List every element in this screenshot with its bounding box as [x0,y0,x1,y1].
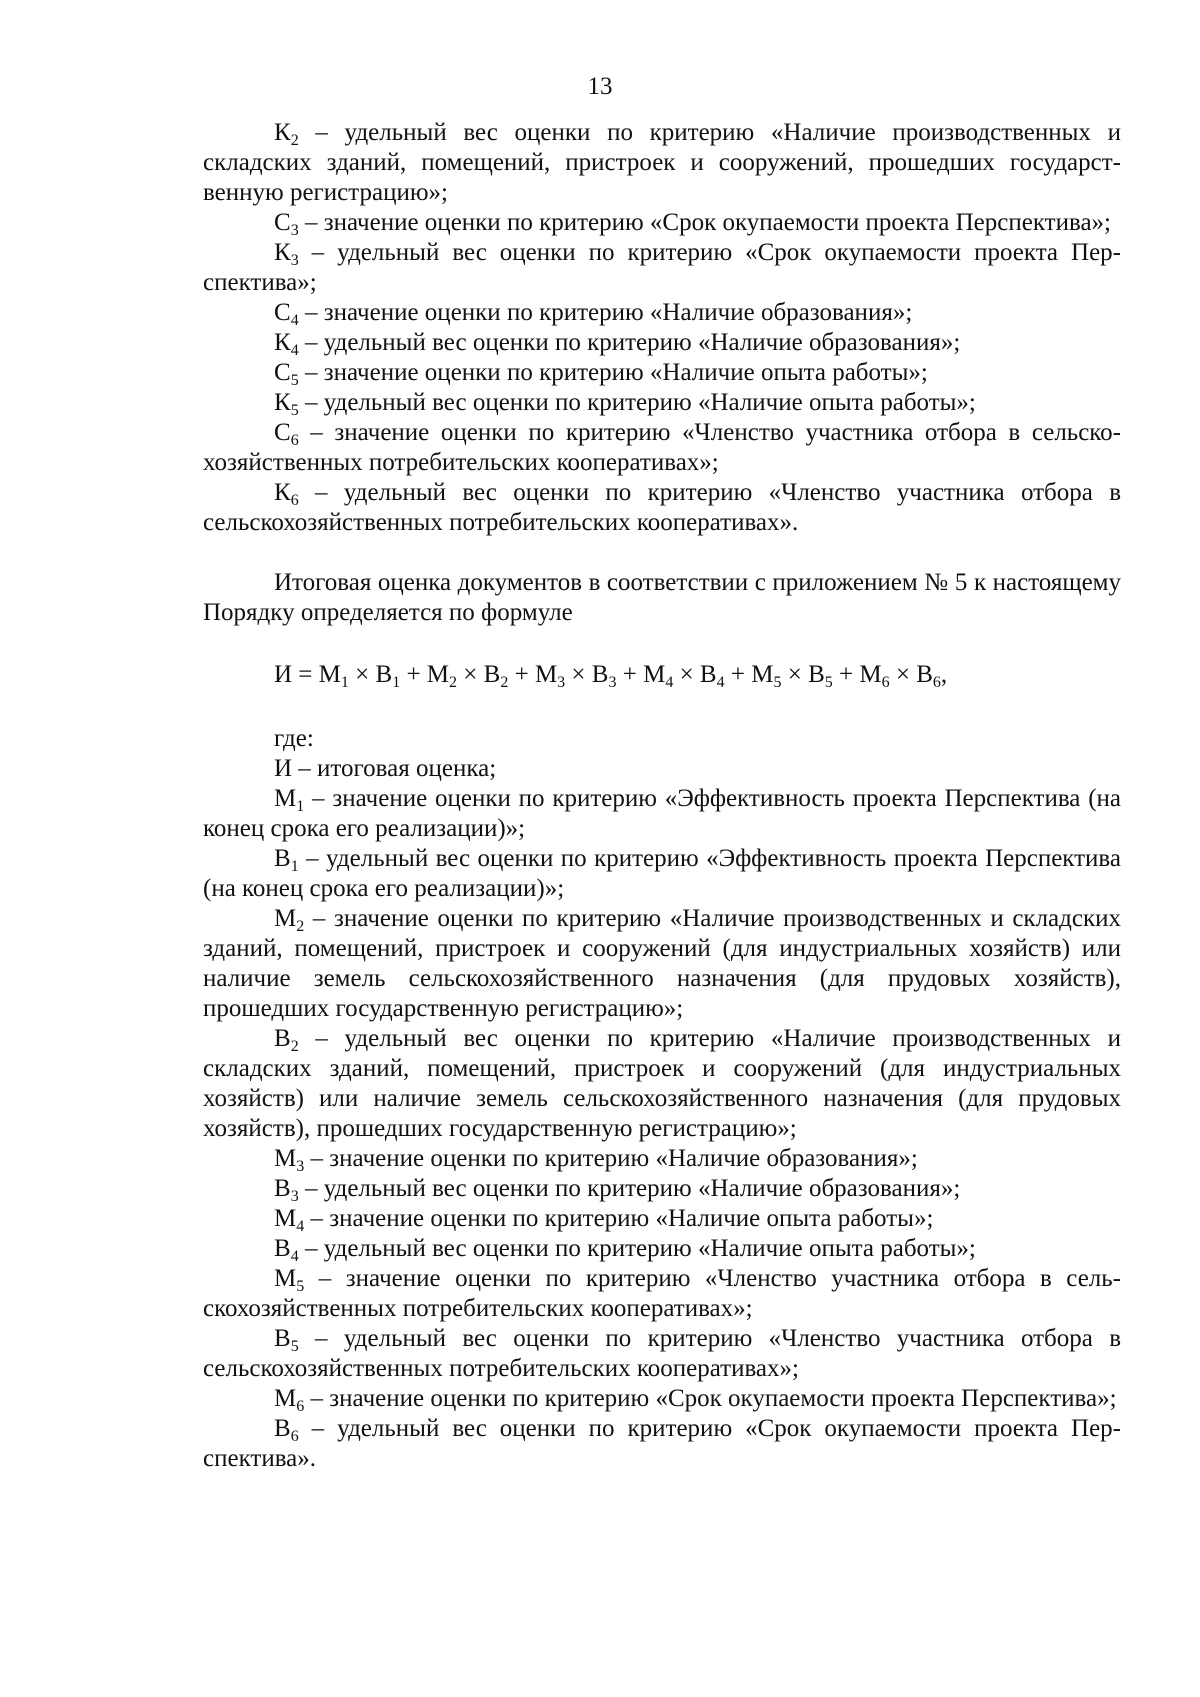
criterion-symbol: К [274,479,291,506]
criterion-text: – значение оценки по критерию «Членство участника отбора в сельскохозяйственных потребительских кооперативах»; [203,419,1121,476]
criterion-index: 5 [290,372,299,389]
formula-m-index: 1 [340,674,349,691]
criterion-text: – удельный вес оценки по критерию «Наличие опыта работы»; [298,1235,976,1262]
criterion-index: 3 [290,252,299,269]
formula-times: × [457,661,484,688]
formula-times: × [348,661,376,688]
formula-b-symbol: В [916,661,933,688]
criterion-index: 2 [296,918,305,935]
criterion-index: 5 [296,1278,305,1295]
criteria-list-top [203,118,1121,538]
criterion-text: – значение оценки по критерию «Членство участника отбора в сельскохозяйственных потребительских кооперативах»; [203,1265,1121,1322]
formula-plus: + [400,661,427,688]
criterion-index: 6 [290,432,299,449]
criterion-definition [203,1144,1121,1174]
criterion-text: – удельный вес оценки по критерию «Наличие производственных и складских зданий, помещений, пристроек и сооружений, прошедших государственную регистрацию»; [203,119,1121,206]
formula-plus: + [724,661,752,688]
criterion-index: 3 [290,1188,299,1205]
formula-b-symbol: В [375,661,393,688]
criterion-symbol: М [274,1145,297,1172]
criterion-definition [203,1414,1121,1474]
criterion-index: 6 [290,492,299,509]
criterion-symbol: М [274,785,297,812]
criterion-text: – удельный вес оценки по критерию «Наличие опыта работы»; [298,389,976,416]
criterion-symbol: К [274,239,291,266]
criterion-definition [203,118,1121,208]
criteria-list-bottom [203,784,1121,1474]
formula-m-index: 3 [557,674,566,691]
formula-times: × [565,661,592,688]
formula-m-symbol: М [643,661,666,688]
formula-times: × [781,661,809,688]
criterion-definition [203,478,1121,538]
final-score-definition: И – итоговая оценка; [274,755,497,782]
criterion-symbol: К [274,329,291,356]
criterion-definition [203,358,1121,388]
criterion-symbol: В [274,845,291,872]
criterion-definition [203,1174,1121,1204]
criterion-index: 6 [290,1428,299,1445]
criterion-index: 3 [296,1158,305,1175]
criterion-symbol: С [274,299,291,326]
formula-end: , [940,661,948,688]
criterion-definition [203,238,1121,298]
criterion-index: 4 [290,1248,299,1265]
formula-b-index: 1 [392,674,401,691]
formula-plus: + [508,661,535,688]
formula-m-symbol: М [318,661,341,688]
criterion-symbol: В [274,1175,291,1202]
criterion-text: – значение оценки по критерию «Наличие опыта работы»; [298,359,928,386]
criterion-text: – значение оценки по критерию «Наличие образования»; [298,299,913,326]
criterion-text: – удельный вес оценки по критерию «Членство участника отбора в сельскохозяйственных потребительских кооперативах». [203,479,1121,536]
criterion-definition [203,388,1121,418]
formula-b-symbol: В [808,661,825,688]
formula-b-index: 6 [932,674,941,691]
criterion-definition [203,1384,1121,1414]
criterion-index: 1 [290,858,299,875]
criterion-index: 5 [290,1338,299,1355]
criterion-text: – удельный вес оценки по критерию «Наличие образования»; [298,1175,961,1202]
criterion-symbol: К [274,389,291,416]
criterion-definition [203,784,1121,844]
criterion-index: 6 [296,1398,305,1415]
criterion-definition [203,904,1121,1024]
criterion-text: – значение оценки по критерию «Срок окупаемости проекта Перспектива»; [298,209,1111,236]
criterion-definition [203,1264,1121,1324]
criterion-index: 2 [290,1038,299,1055]
criterion-text: – значение оценки по критерию «Срок окупаемости проекта Перспектива»; [304,1385,1117,1412]
criterion-definition [203,1324,1121,1384]
page-number: 13 [587,73,613,100]
criterion-index: 4 [290,342,299,359]
criterion-symbol: М [274,1205,297,1232]
criterion-symbol: С [274,419,291,446]
criterion-text: – значение оценки по критерию «Наличие производственных и складских зданий, помещений, пристроек и сооружений (для индустриальных хозяйств) или наличие земель сельскохозяйственного назначения (для прудовых хозяйств), прошедших государственную регистрацию»; [203,905,1121,1022]
criterion-symbol: С [274,209,291,236]
formula-lhs: И = [274,661,319,688]
formula-m-symbol: М [751,661,774,688]
criterion-symbol: М [274,1385,297,1412]
formula-m-index: 5 [773,674,782,691]
criterion-text: – удельный вес оценки по критерию «Наличие образования»; [298,329,961,356]
formula-times: × [673,661,700,688]
final-score-intro: Итоговая оценка документов в соответствии с приложением № 5 к настоящему Порядку определяется по формуле [203,569,1121,626]
criterion-index: 4 [290,312,299,329]
criterion-text: – удельный вес оценки по критерию «Наличие производственных и складских зданий, помещений, пристроек и сооружений (для индустриальных хозяйств) или наличие земель сельскохозяйственного назначения (для прудовых хозяйств), прошедших государственную регистрацию»; [203,1025,1121,1142]
criterion-text: – удельный вес оценки по критерию «Срок окупаемости проекта Перспектива». [203,1415,1121,1472]
criterion-symbol: В [274,1025,291,1052]
criterion-index: 5 [290,402,299,419]
final-score-formula [203,660,1121,690]
criterion-definition [203,328,1121,358]
criterion-index: 2 [290,132,299,149]
criterion-symbol: В [274,1235,291,1262]
criterion-symbol: М [274,1265,297,1292]
formula-b-symbol: В [591,661,609,688]
criterion-definition [203,298,1121,328]
formula-b-symbol: В [483,661,501,688]
criterion-index: 3 [290,222,299,239]
formula-b-index: 3 [608,674,617,691]
criterion-symbol: К [274,119,291,146]
criterion-text: – значение оценки по критерию «Эффективность проекта Перспектива (на конец срока его реализации)»; [203,785,1121,842]
criterion-text: – значение оценки по критерию «Наличие образования»; [304,1145,918,1172]
criterion-index: 4 [296,1218,305,1235]
criterion-definition [203,1024,1121,1144]
criterion-definition [203,208,1121,238]
criterion-symbol: В [274,1325,291,1352]
document-body [203,118,1121,1474]
formula-m-symbol: М [534,661,558,688]
criterion-symbol: М [274,905,297,932]
formula-plus: + [832,661,860,688]
criterion-symbol: В [274,1415,291,1442]
formula-m-symbol: М [426,661,450,688]
criterion-symbol: С [274,359,291,386]
formula-b-symbol: В [699,661,717,688]
criterion-definition [203,1204,1121,1234]
criterion-text: – удельный вес оценки по критерию «Членство участника отбора в сельскохозяйственных потребительских кооперативах»; [203,1325,1121,1382]
formula-b-index: 2 [500,674,509,691]
formula-b-index: 5 [824,674,833,691]
formula-m-index: 4 [665,674,674,691]
criterion-text: – значение оценки по критерию «Наличие опыта работы»; [304,1205,934,1232]
criterion-text: – удельный вес оценки по критерию «Эффективность проекта Перспектива (на конец срока его реализации)»; [203,845,1121,902]
formula-m-symbol: М [859,661,882,688]
criterion-definition [203,844,1121,904]
formula-m-index: 2 [449,674,458,691]
criterion-definition [203,1234,1121,1264]
criterion-index: 1 [296,798,305,815]
formula-m-index: 6 [881,674,890,691]
criterion-definition [203,418,1121,478]
criterion-text: – удельный вес оценки по критерию «Срок окупаемости проекта Перспектива»; [203,239,1121,296]
formula-b-index: 4 [716,674,725,691]
formula-plus: + [616,661,644,688]
formula-times: × [889,661,917,688]
where-label: где: [274,725,314,752]
